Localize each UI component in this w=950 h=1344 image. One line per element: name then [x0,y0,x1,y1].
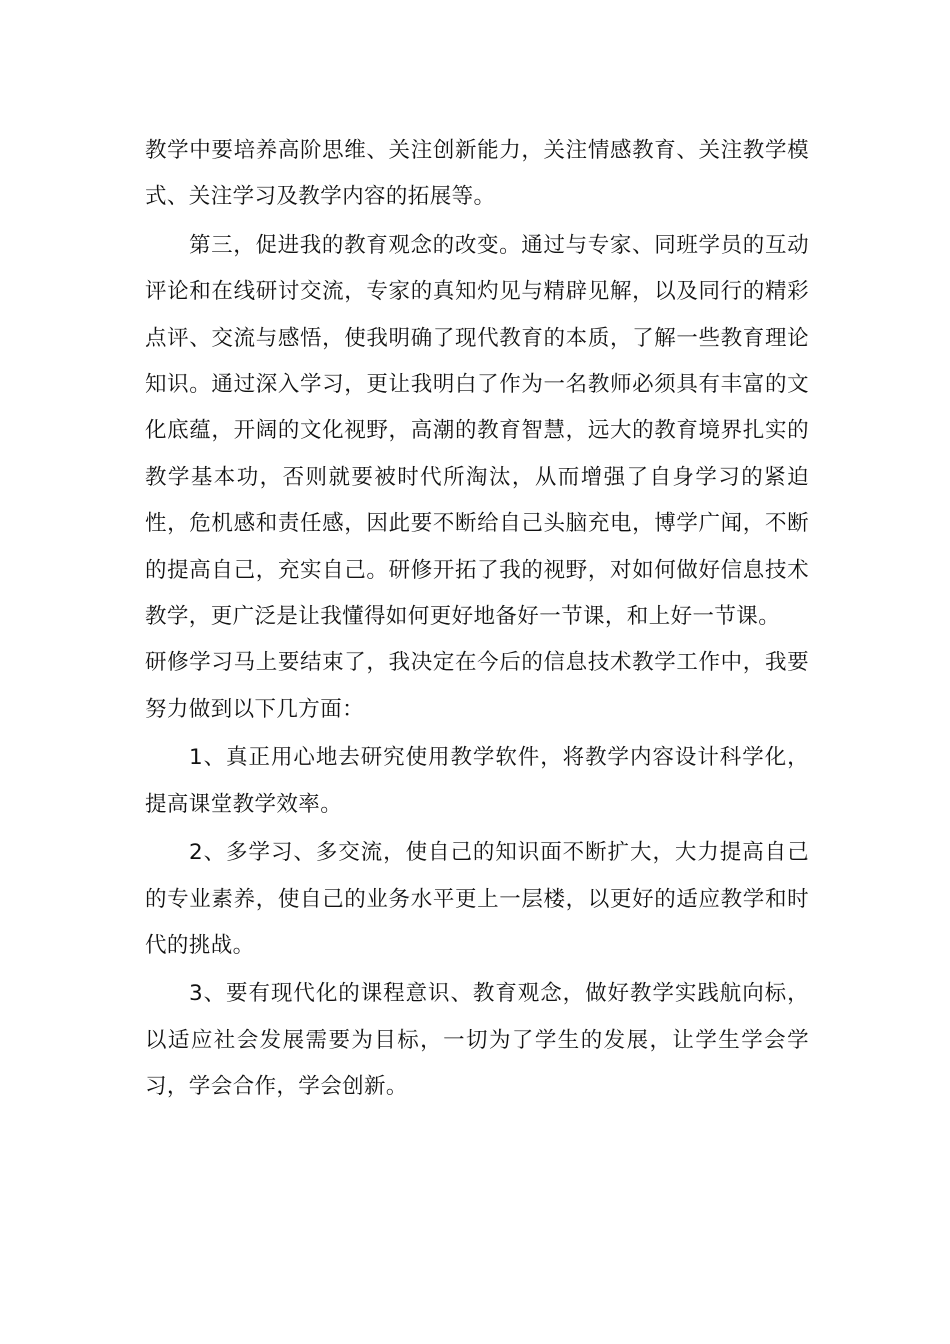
list-item-1: 1、真正用心地去研究使用教学软件，将教学内容设计科学化，提高课堂教学效率。 [145,745,809,817]
paragraph-continuation: 教学中要培养高阶思维、关注创新能力，关注情感教育、关注教学模式、关注学习及教学内容的拓展等。 [145,138,809,210]
list-item-2: 2、多学习、多交流，使自己的知识面不断扩大，大力提高自己的专业素养，使自己的业务水平更上一层楼，以更好的适应教学和时代的挑战。 [145,840,809,958]
list-item-3: 3、要有现代化的课程意识、教育观念，做好教学实践航向标，以适应社会发展需要为目标，一切为了学生的发展，让学生学会学习，学会合作，学会创新。 [145,981,809,1100]
paragraph-resolution-intro: 研修学习马上要结束了，我决定在今后的信息技术教学工作中，我要努力做到以下几方面： [145,650,809,722]
document-body [145,128,809,1111]
paragraph-third-point: 第三，促进我的教育观念的改变。通过与专家、同班学员的互动评论和在线研讨交流，专家的真知灼见与精辟见解，以及同行的精彩点评、交流与感悟，使我明确了现代教育的本质，了解一些教育理论知识。通过深入学习，更让我明白了作为一名教师必须具有丰富的文化底蕴，开阔的文化视野，高潮的教育智慧，远大的教育境界扎实的教学基本功，否则就要被时代所淘汰，从而增强了自身学习的紧迫性，危机感和责任感，因此要不断给自己头脑充电，博学广闻，不断的提高自己，充实自己。研修开拓了我的视野，对如何做好信息技术教学，更广泛是让我懂得如何更好地备好一节课，和上好一节课。 [145,232,809,630]
